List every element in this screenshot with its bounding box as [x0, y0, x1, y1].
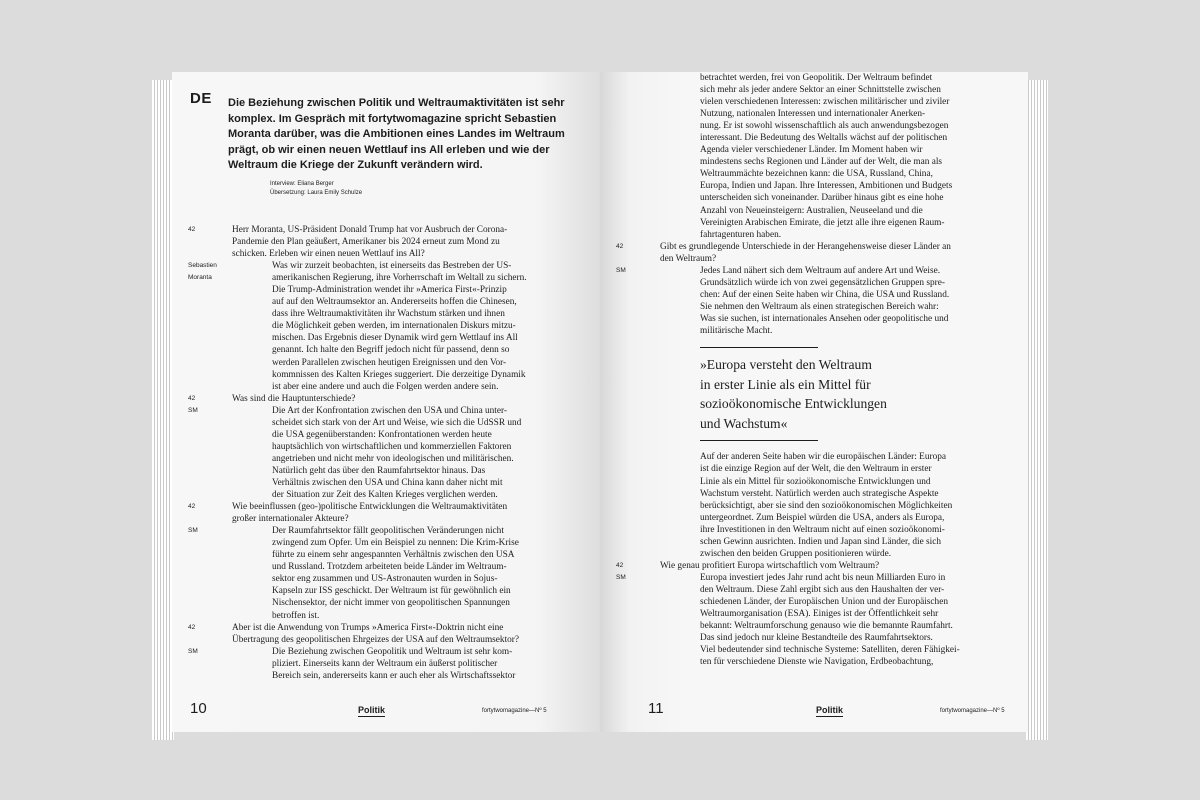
question-text: Aber ist die Anwendung von Trumps »America First«-Doktrin nicht eine Übertragung des geopolitischen Ehrgeizes der USA auf den Weltraumsektor? — [232, 622, 520, 645]
credit-interview: Interview: Eliana Berger — [270, 181, 334, 187]
qa-block — [188, 260, 590, 393]
pull-quote-rule-bottom — [700, 440, 818, 441]
speaker-tag: SM — [188, 406, 198, 414]
credit-translation: Übersetzung: Laura Emily Schulze — [270, 189, 363, 196]
left-page — [172, 72, 600, 732]
page-number: 10 — [190, 700, 207, 717]
answer-text: betrachtet werden, frei von Geopolitik. Der Weltraum befindet sich mehr als jeder andere Sektor an einer Schnittstelle zwischen vielen verschiedenen Interessen: zwischen militärischer und ziviler Nutzung, nationalen Interessen und internationaler Anerken- nung. Er ist sowohl wissenschaftlich als auch anwendungsbezogen interessant. Die Bedeutung des Weltalls wächst auf der politischen Agenda vieler verschiedener Länder. Im Moment haben wir mindestens sechs Regionen und Länder auf der Welt, die man als Weltraummächte bezeichnen kann: die USA, Russland, China, Europa, Indien und Japan. Ihre Interessen, Ambitionen und Budgets unterscheiden sich voneinander. Darüber hinaus gibt es eine hohe Anzahl von Neueinsteigern: Australien, Neuseeland und die Vereinigten Arabischen Emirate, die jetzt alle ihre eigenen Raum- fahrtagenturen haben. — [700, 73, 953, 240]
qa-block — [616, 265, 1018, 337]
speaker-tag: 42 — [188, 503, 196, 511]
qa-block — [188, 405, 590, 501]
page-number: 11 — [648, 700, 664, 717]
answer-text: Europa investiert jedes Jahr rund acht bis neun Milliarden Euro in den Weltraum. Diese Zahl ergibt sich aus den Haushalten der ver- schiedenen Länder, der Europäischen Union und der Europäischen Weltraumorganisation (ESA). Einiges ist der Öffentlichkeit sehr bekannt: Weltraumforschung genauso wie die bemannte Raumfahrt. Das sind jedoch nur kleine Bestandteile des Raumfahrtsektors. Viel bedeutender sind technische Systeme: Satelliten, deren Fähigkei- ten für verschiedene Dienste wie Navigation, Erdbeobachtung, — [700, 572, 960, 668]
magazine-label: fortytwomagazine—Nº 5 — [940, 708, 1005, 714]
qa-block — [616, 560, 1018, 572]
qa-block — [616, 241, 1018, 265]
page-stack-left-edge — [152, 80, 174, 740]
speaker-tag: SM — [188, 527, 198, 535]
pull-quote: »Europa versteht den Weltraum in erster Linie als ein Mittel für sozioökonomische Entwicklungen und Wachstum« — [700, 357, 887, 431]
qa-block — [188, 622, 590, 646]
interview-body-right — [616, 72, 1018, 668]
qa-block — [188, 646, 590, 682]
qa-block — [188, 525, 590, 621]
speaker-tag: SM — [616, 573, 626, 581]
answer-text: Was wir zurzeit beobachten, ist einerseits das Bestreben der US- amerikanischen Regierung, ihre Vorherrschaft im Weltall zu sichern. Die Trump-Administration wendet ihr »America First«-Prinzip auf auf den Weltraumsektor an. Andererseits hoffen die Chinesen, dass ihre Weltraumaktivitäten ihr Wachstum stärken und ihnen die Möglichkeit geben werden, im internationalen Diskurs mitzu- mischen. Das Ergebnis dieser Dynamik wird gern Wettlauf ins All genannt. Ich halte den Begriff jedoch nicht für passend, denn so werden Parallelen zwischen heutigen Ereignissen und den Vor- kommnissen des Kalten Krieges suggeriert. Die derzeitige Dynamik ist aber eine andere und auch die Folgen werden andere sein. — [272, 261, 527, 392]
answer-text: Die Art der Konfrontation zwischen den USA und China unter- scheidet sich stark von der Art und Weise, wie sich die UdSSR und die USA gegenüberstanden: Konfrontationen werden heute hauptsächlich von wirtschaftlichen und kommerziellen Faktoren angetrieben und nicht mehr von ideologischen und militärischen. Natürlich geht das über den Raumfahrtsektor hinaus. Das Verhältnis zwischen den USA und China kann daher nicht mit der Situation zur Zeit des Kalten Krieges verglichen werden. — [272, 405, 522, 501]
speaker-tag: SM — [616, 266, 626, 274]
question-text: Wie genau profitiert Europa wirtschaftlich vom Weltraum? — [660, 560, 880, 571]
qa-block — [188, 501, 590, 525]
qa-block — [188, 224, 590, 260]
page-stack-right-edge — [1026, 80, 1048, 740]
pull-quote-block — [616, 347, 1018, 441]
speaker-tag: 42 — [188, 226, 196, 233]
answer-text: Auf der anderen Seite haben wir die europäischen Länder: Europa ist die einzige Region auf der Welt, die den Weltraum in erster Linie als ein Mittel für sozioökonomische Entwicklungen und Wachstum versteht. Natürlich werden auch strategische Aspekte berücksichtigt, aber sie sind den sozioökonomischen Möglichkeiten untergeordnet. Zum Beispiel würden die USA, anders als Europa, ihre Investitionen in den Weltraum nicht auf einen sozioökonomi- schen Gewinn ausrichten. Indien und Japan sind Länder, die sich zwischen den beiden Gruppen positionieren würde. — [700, 452, 953, 559]
speaker-tag — [616, 451, 660, 559]
speaker-tag: 42 — [616, 561, 624, 569]
speaker-tag: Sebastien Moranta — [188, 262, 217, 282]
qa-block — [188, 393, 590, 405]
question-text: Was sind die Hauptunterschiede? — [232, 393, 356, 404]
question-text: Herr Moranta, US-Präsident Donald Trump hat vor Ausbruch der Corona- Pandemie den Plan geäußert, Amerikaner bis 2024 erneut zum Mond zu schicken. Erleben wir einen neuen Wettlauf ins All? — [232, 225, 508, 260]
speaker-tag: 42 — [188, 623, 196, 631]
answer-text: Der Raumfahrtsektor fällt geopolitischen Veränderungen nicht zwingend zum Opfer. Um ein Beispiel zu nennen: Die Krim-Krise führte zu einem sehr angespannten Verhältnis zwischen den USA und Russland. Trotzdem arbeiteten beide Länder im Weltraum- sektor eng zusammen und US-Astronauten wurden in Sojus- Kapseln zur ISS geschickt. Der Weltraum ist für gewöhnlich ein Nischensektor, der nicht immer von geopolitischen Spannungen betroffen ist. — [272, 526, 519, 621]
qa-block — [616, 451, 1018, 559]
qa-block — [616, 72, 1018, 241]
answer-text: Jedes Land nähert sich dem Weltraum auf andere Art und Weise. Grundsätzlich würde ich von zwei gegensätzlichen Gruppen spre- chen: Auf der einen Seite haben wir China, die USA und Russland. Sie nehmen den Weltraum als einen strategischen Bereich wahr: Was sie suchen, ist internationales Ansehen oder geopolitische und militärische Macht. — [700, 265, 950, 336]
qa-block — [616, 572, 1018, 668]
magazine-label: fortytwomagazine—Nº 5 — [482, 708, 547, 714]
question-text: Gibt es grundlegende Unterschiede in der Herangehensweise dieser Länder an den Weltraum? — [660, 241, 951, 264]
speaker-tag — [616, 72, 660, 241]
right-page — [600, 72, 1028, 732]
speaker-tag: 42 — [188, 394, 196, 402]
answer-text: Die Beziehung zwischen Geopolitik und Weltraum ist sehr kom- pliziert. Einerseits kann der Weltraum ein äußerst politischer Bereich sein, andererseits kann er auch eher als Wirtschaftssektor — [272, 646, 516, 681]
section-label: Politik — [358, 705, 386, 715]
question-text: Wie beeinflussen (geo-)politische Entwicklungen die Weltraumaktivitäten großer internationaler Akteure? — [232, 502, 508, 525]
section-label: Politik — [816, 705, 844, 715]
speaker-tag: SM — [188, 647, 198, 655]
lead-paragraph: Die Beziehung zwischen Politik und Weltraumaktivitäten ist sehr komplex. Im Gespräch mit fortytwomagazine spricht Sebastien Moranta darüber, was die Ambitionen eines Landes im Weltraum prägt, ob wir einen neuen Wettlauf ins All erleben und wie der Weltraum die Kriege der Zukunft verändern wird. — [228, 97, 565, 172]
language-marker: DE — [190, 90, 212, 107]
interview-body-left — [188, 224, 590, 682]
speaker-tag: 42 — [616, 242, 624, 250]
pull-quote-rule-top — [700, 347, 818, 348]
credits — [270, 180, 362, 197]
